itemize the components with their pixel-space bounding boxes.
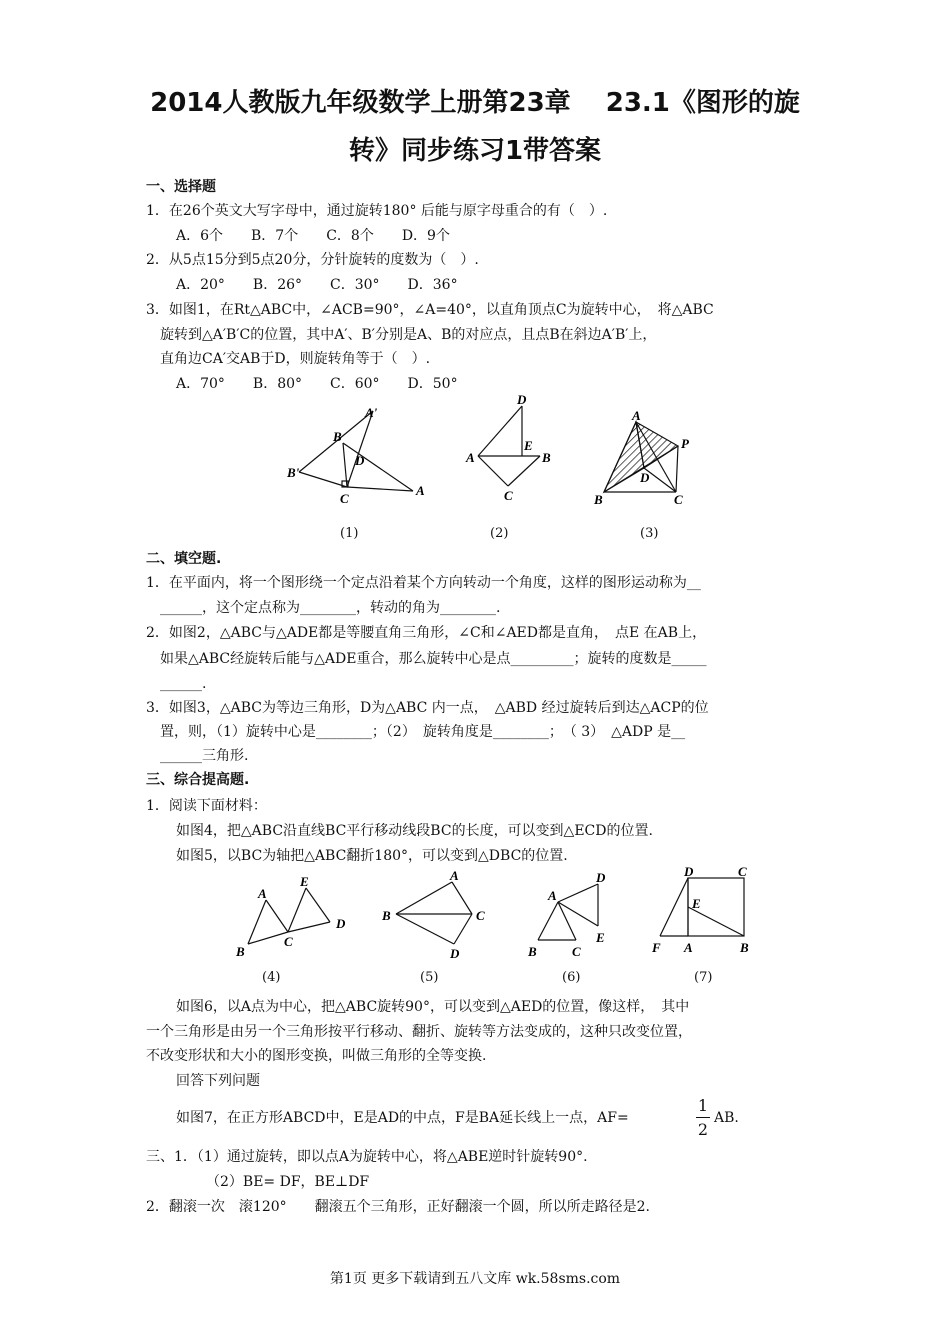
fill3-line3: ______三角形. (160, 748, 249, 764)
fig3-label-D: D (640, 470, 650, 485)
q1-text: 1．在26个英文大写字母中，通过旋转180° 后能与原字母重合的有（ ）. (146, 203, 608, 219)
fig5-label-A: A (450, 868, 459, 883)
comp-line7: 回答下列问题 (176, 1073, 260, 1089)
fig5-label-C: C (476, 908, 485, 923)
fig5-caption: (5) (420, 970, 439, 985)
section-fill: 二、填空题. (146, 551, 222, 567)
fig7-label-C: C (738, 864, 747, 879)
comp-line8: 如图7，在正方形ABCD中，E是AD的中点，F是BA延长线上一点，AF= (176, 1110, 629, 1126)
fig2-label-E: E (524, 438, 533, 453)
fig4-label-A: A (258, 886, 267, 901)
fig1-label-C: C (340, 491, 349, 506)
comp-line3: 如图5，以BC为轴把△ABC翻折180°，可以变到△DBC的位置. (176, 848, 568, 864)
figure-4 (232, 872, 362, 962)
fig6-label-C: C (572, 944, 581, 959)
answer-line1: 三、1．（1）通过旋转，即以点A为旋转中心，将△ABE逆时针旋转90°. (146, 1149, 588, 1165)
figure-2 (460, 392, 570, 507)
figure-7 (648, 864, 763, 966)
q3-line3: 直角边CA′交AB于D，则旋转角等于（ ）. (160, 351, 431, 367)
fig3-label-P: P (681, 436, 689, 451)
document-title-line2: 转》同步练习1带答案 (348, 136, 602, 166)
fig7-caption: (7) (694, 970, 713, 985)
comp-line5: 一个三角形是由另一个三角形按平行移动、翻折、旋转等方法变成的，这种只改变位置， (146, 1024, 692, 1040)
fig4-caption: (4) (262, 970, 281, 985)
figure-6 (520, 866, 620, 966)
fig1-label-B: B (333, 429, 342, 444)
fraction-denominator: 2 (697, 1120, 709, 1139)
comp-line8-end: AB. (714, 1110, 739, 1126)
q1-options: A．6个 B．7个 C．8个 D．9个 (176, 228, 450, 244)
fig7-label-E: E (692, 896, 701, 911)
comp-line4: 如图6，以A点为中心，把△ABC旋转90°，可以变到△AED的位置，像这样， 其中 (176, 999, 690, 1015)
fill2-line3: ______. (160, 676, 207, 692)
fill1-line2: ______，这个定点称为________，转动的角为________. (160, 600, 501, 616)
section-comprehensive: 三、综合提高题. (146, 772, 250, 788)
fig1-label-Bprime: B' (287, 465, 300, 480)
fig1-caption: (1) (340, 526, 359, 541)
fill3-line1: 3．如图3，△ABC为等边三角形，D为△ABC 内一点， △ABD 经过旋转后到达△ACP的位 (146, 700, 709, 716)
fraction-numerator: 1 (697, 1096, 709, 1115)
fill3-line2: 置，则，（1）旋转中心是________；（2） 旋转角度是________； （ 3） △ADP 是__ (160, 724, 686, 740)
comp-line1: 1．阅读下面材料： (146, 798, 267, 814)
q3-options: A．70° B．80° C．60° D．50° (176, 376, 458, 392)
answer-line3: 2．翻滚一次 滚120° 翻滚五个三角形，正好翻滚一个圆，所以所走路径是2. (146, 1199, 650, 1215)
fig4-label-E: E (300, 874, 309, 889)
fig2-label-B: B (542, 450, 551, 465)
fig5-label-B: B (382, 908, 391, 923)
fig4-label-B: B (236, 944, 245, 959)
figure-5 (378, 866, 498, 966)
figure-1 (285, 405, 435, 505)
fig6-label-E: E (596, 930, 605, 945)
document-title-line1: 2014人教版九年级数学上册第23章 23.1《图形的旋 (150, 88, 800, 118)
page-footer: 第1页 更多下载请到五八文库 wk.58sms.com (329, 1271, 621, 1287)
fill2-line1: 2．如图2，△ABC与△ADE都是等腰直角三角形，∠C和∠AED都是直角， 点E 在AB上， (146, 625, 707, 641)
comp-line6: 不改变形状和大小的图形变换，叫做三角形的全等变换. (146, 1048, 487, 1064)
fig2-label-C: C (504, 488, 513, 503)
fig2-label-A: A (466, 450, 475, 465)
fill1-line1: 1．在平面内，将一个图形绕一个定点沿着某个方向转动一个角度，这样的图形运动称为__ (146, 575, 701, 591)
comp-line2: 如图4，把△ABC沿直线BC平行移动线段BC的长度，可以变到△ECD的位置. (176, 823, 653, 839)
fig5-label-D: D (450, 946, 460, 961)
fig3-caption: (3) (640, 526, 659, 541)
fig2-label-D: D (517, 392, 527, 407)
fig1-label-D: D (355, 453, 365, 468)
fig6-caption: (6) (562, 970, 581, 985)
section-choice: 一、选择题 (146, 179, 216, 195)
fraction-bar (696, 1117, 710, 1118)
fig7-label-A: A (684, 940, 693, 955)
fill2-line2: 如果△ABC经旋转后能与△ADE重合，那么旋转中心是点_________；旋转的度数是_____ (160, 651, 707, 667)
fig6-label-A: A (548, 888, 557, 903)
q3-line2: 旋转到△A′B′C的位置，其中A′、B′分别是A、B的对应点，且点B在斜边A′B′上， (160, 327, 657, 343)
fig7-label-B: B (740, 940, 749, 955)
fig7-label-F: F (652, 940, 661, 955)
fig1-label-A: A (416, 483, 425, 498)
fig2-caption: (2) (490, 526, 509, 541)
q2-text: 2．从5点15分到5点20分，分针旋转的度数为（ ）. (146, 252, 479, 268)
fig6-label-B: B (528, 944, 537, 959)
figure-3 (592, 408, 702, 508)
fig3-label-A: A (632, 408, 641, 423)
fig4-label-C: C (284, 934, 293, 949)
fig1-label-Aprime: A' (365, 405, 378, 420)
fig3-label-C: C (674, 492, 683, 507)
fig4-label-D: D (336, 916, 346, 931)
q2-options: A．20° B．26° C．30° D．36° (176, 277, 458, 293)
answer-line2: （2）BE= DF，BE⊥DF (206, 1174, 370, 1190)
fig3-label-B: B (594, 492, 603, 507)
fig6-label-D: D (596, 870, 606, 885)
fig7-label-D: D (684, 864, 694, 879)
q3-line1: 3．如图1，在Rt△ABC中，∠ACB=90°，∠A=40°，以直角顶点C为旋转中心， 将△ABC (146, 302, 714, 318)
